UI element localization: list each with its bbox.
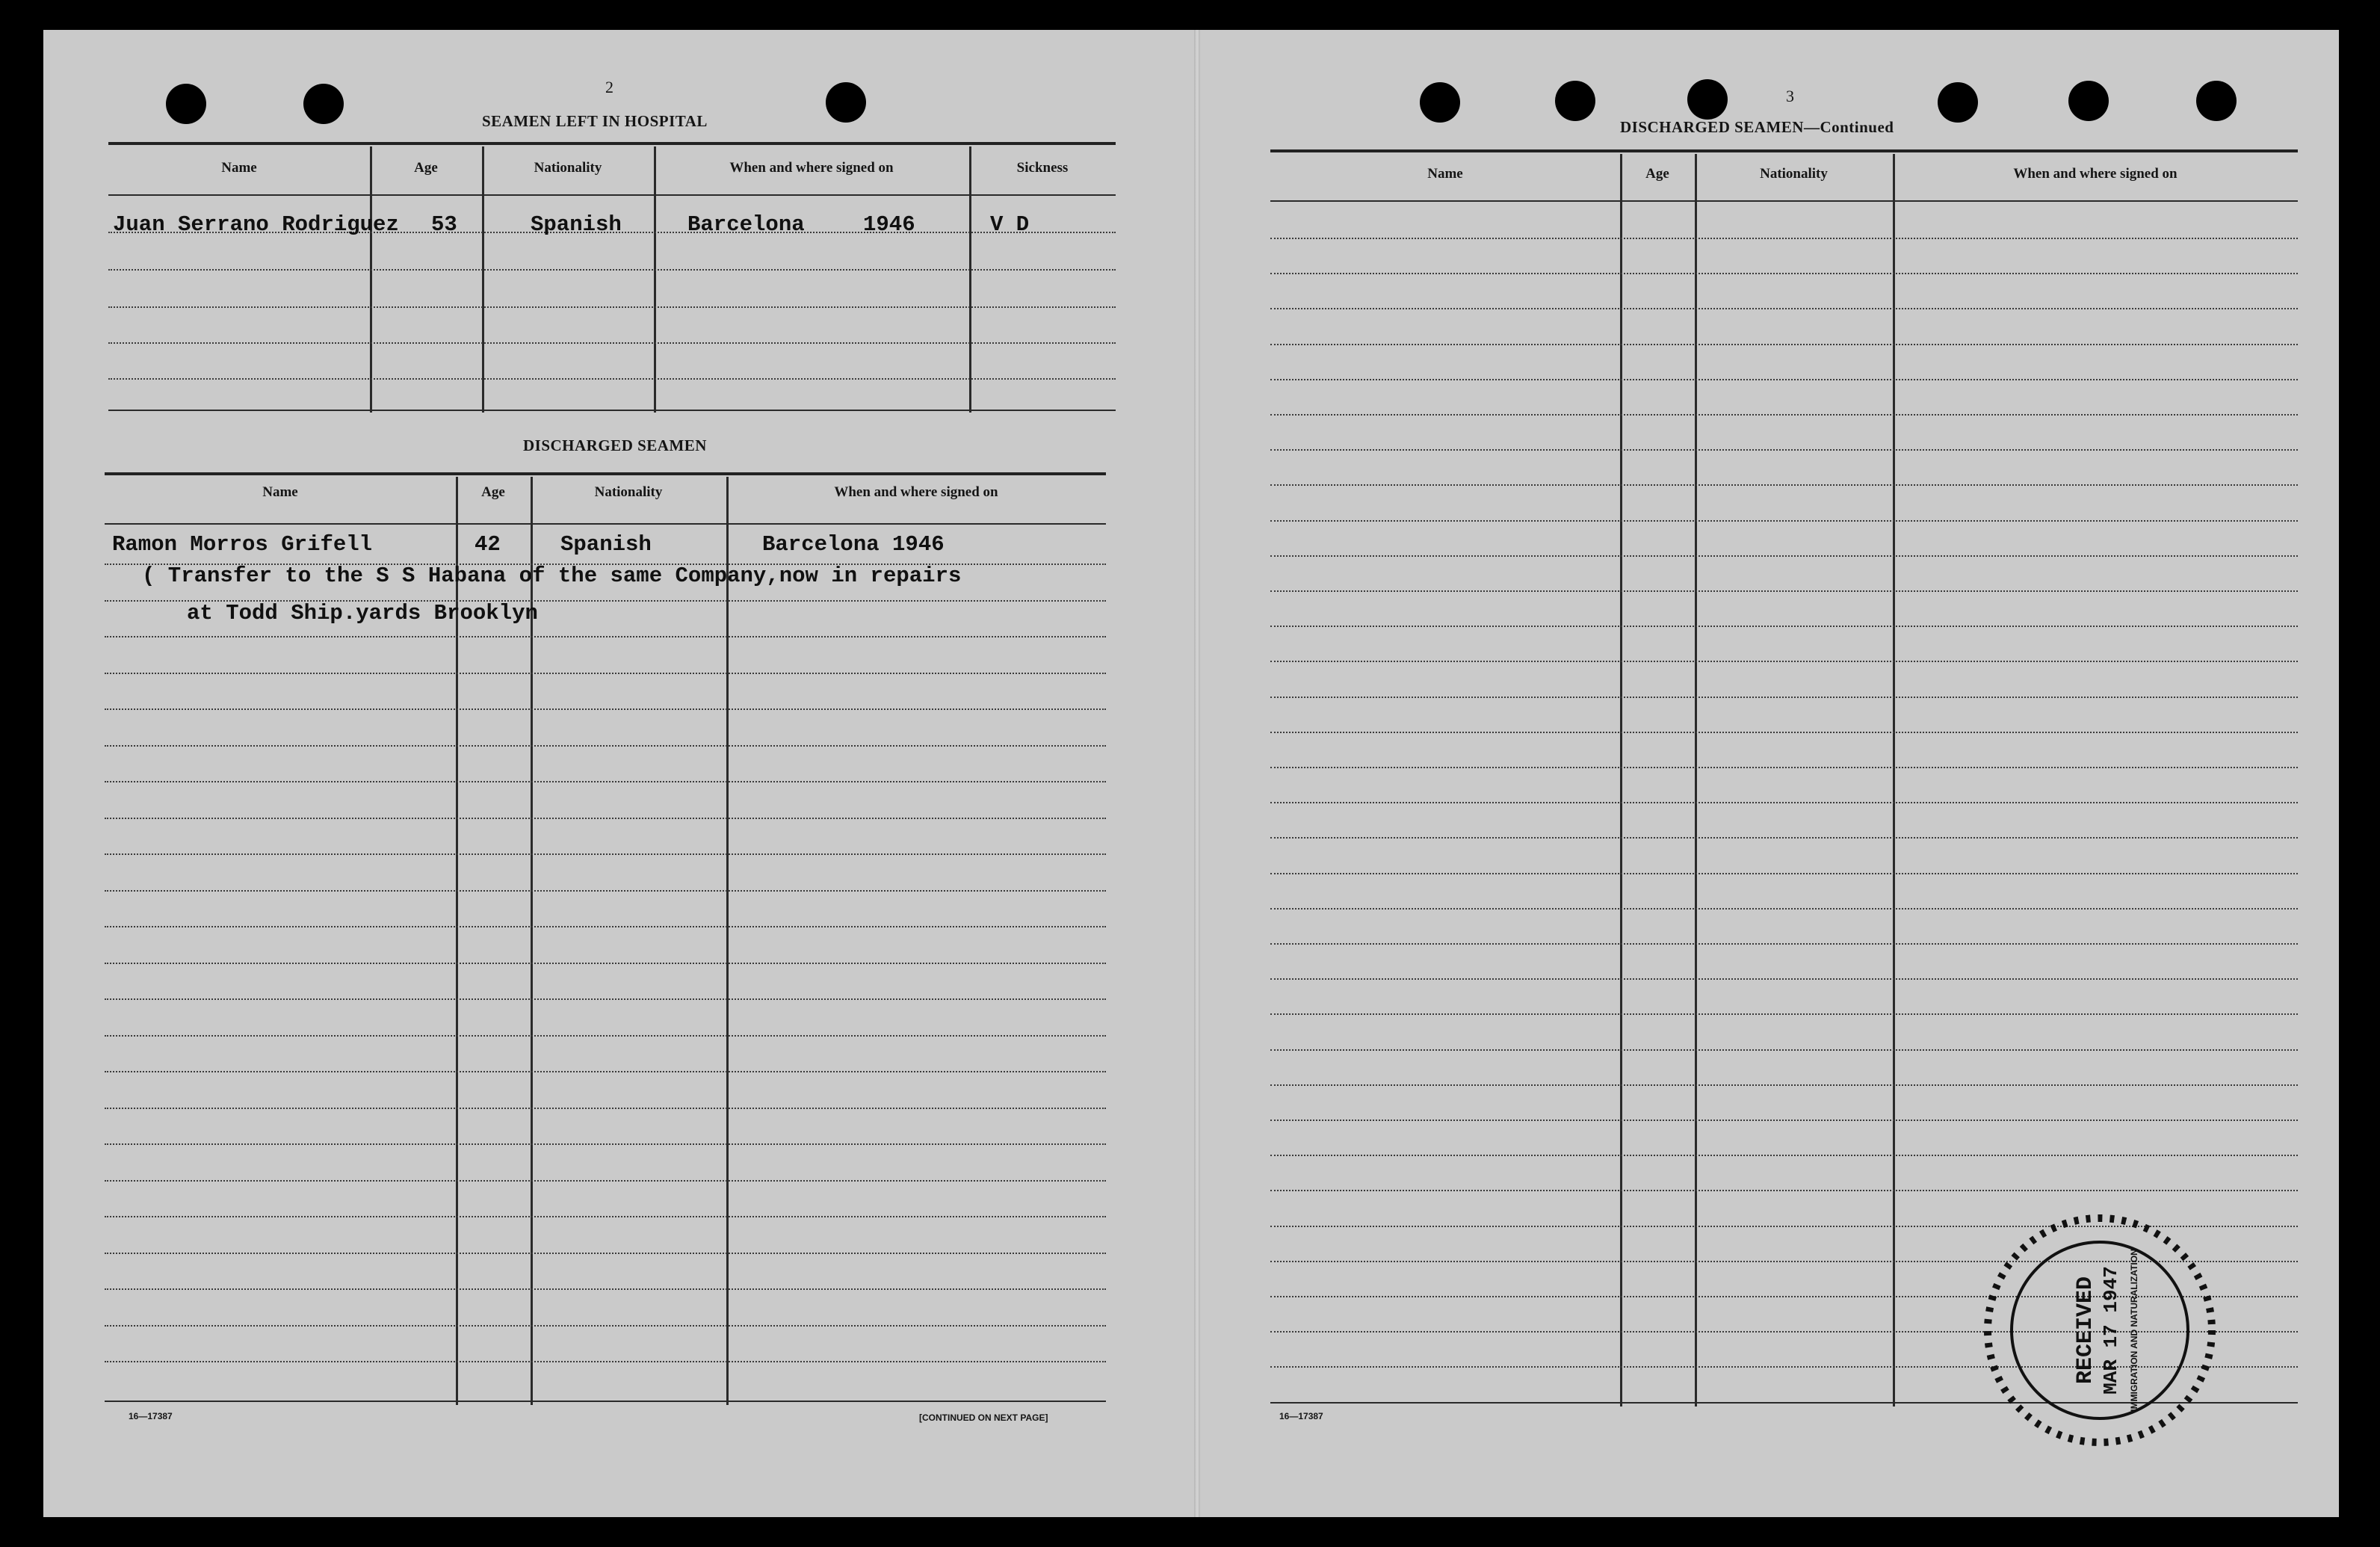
continued-note: [CONTINUED ON NEXT PAGE] [919,1412,1048,1423]
ruled-line [105,708,1106,710]
punch-hole [0,81,34,126]
ruled-line [105,1108,1106,1109]
ruled-line [105,563,1106,565]
title-text: DISCHARGED SEAMEN [1620,118,1804,136]
column-header: Nationality [534,160,602,176]
received-stamp [1965,1196,2234,1465]
ruled-line [105,1361,1106,1362]
ruled-line [1270,802,2298,803]
ruled-line [1270,626,2298,627]
ruled-line [105,600,1106,602]
punch-hole [1420,82,1460,123]
ruled-line [1270,484,2298,486]
form-number: 16—17387 [129,1411,173,1421]
column-header: When and where signed on [834,484,998,500]
discharged-transfer-note: at Todd Ship.yards Brooklyn [187,601,538,626]
title-suffix: —Continued [1803,118,1894,136]
page-number: 3 [1786,87,1794,105]
hospital-table [108,142,1116,413]
column-header: When and where signed on [729,160,894,176]
discharged-entry-age: 42 [475,532,501,557]
center-fold [1194,30,1200,1517]
punch-hole [1938,82,1978,123]
ruled-line [1270,697,2298,698]
page-number: 2 [605,78,613,96]
column-header: Age [481,484,505,500]
punch-hole [2196,81,2237,121]
ruled-line [105,890,1106,892]
discharged-table [105,472,1106,1405]
ruled-line [105,1180,1106,1182]
ruled-line [1270,414,2298,416]
hospital-entry-place: Barcelona [687,212,805,237]
stamp-received-text: RECEIVED [2073,1276,2098,1385]
ruled-line [105,1071,1106,1072]
ruled-line [105,1035,1106,1037]
punch-hole [1687,79,1728,120]
discharged-entry-signed-on: Barcelona 1946 [762,532,945,557]
ruled-line [105,636,1106,637]
ruled-line [1270,661,2298,662]
ruled-line [1270,908,2298,910]
ruled-line [1270,344,2298,345]
ruled-line [1270,837,2298,839]
punch-hole [826,82,866,123]
column-header: Sickness [1016,160,1069,176]
column-header: Age [414,160,438,176]
ruled-line [1270,732,2298,733]
column-header: Name [221,160,257,176]
hospital-entry-age: 53 [431,212,457,237]
discharged-section-title: DISCHARGED SEAMEN [523,436,707,454]
column-header: Name [262,484,298,500]
ruled-line [1270,308,2298,309]
column-header: Nationality [594,484,663,500]
ruled-line [105,818,1106,819]
ruled-line [1270,520,2298,522]
ruled-line [105,1143,1106,1145]
discharged-continued-title [1620,118,1894,137]
stamp-date: MAR 17 1947 [2100,1266,2122,1395]
ruled-line [1270,978,2298,980]
column-header: Name [1427,166,1463,182]
punch-hole [166,84,206,124]
stamp-agency: IMMIGRATION AND NATURALIZATION [2129,1249,2139,1412]
ruled-line [105,1288,1106,1290]
hospital-entry-nationality: Spanish [531,212,622,237]
punch-hole [1555,81,1595,121]
discharged-transfer-note: ( Transfer to the S S Habana of the same Company,now in repairs [142,563,962,588]
ruled-line [1270,273,2298,274]
ruled-line [105,998,1106,1000]
ruled-line [1270,590,2298,592]
ruled-line [105,926,1106,927]
column-header: When and where signed on [2013,166,2177,182]
ruled-line [1270,1155,2298,1156]
column-header: Nationality [1760,166,1828,182]
ruled-line [105,673,1106,674]
hospital-entry-sickness: V D [990,212,1030,237]
form-number: 16—17387 [1279,1411,1323,1421]
ruled-line [105,963,1106,964]
ruled-line [1270,873,2298,874]
ruled-line [1270,379,2298,380]
ruled-line [1270,1013,2298,1015]
ruled-line [105,1216,1106,1217]
discharged-entry-nationality: Spanish [560,532,652,557]
ruled-line [1270,555,2298,557]
ruled-line [1270,767,2298,768]
punch-hole [303,84,344,124]
ruled-line [105,1253,1106,1254]
discharged-entry-name: Ramon Morros Grifell [112,532,373,557]
ruled-line [1270,1120,2298,1121]
ruled-line [105,745,1106,747]
ruled-line [1270,1190,2298,1191]
hospital-section-title: SEAMEN LEFT IN HOSPITAL [482,112,708,130]
ruled-line [105,853,1106,855]
hospital-entry-year: 1946 [863,212,915,237]
ruled-line [105,1325,1106,1327]
ruled-line [1270,943,2298,945]
hospital-entry-name: Juan Serrano Rodriguez [113,212,399,237]
ruled-line [1270,449,2298,451]
ruled-line [1270,1049,2298,1051]
ruled-line [1270,238,2298,239]
ruled-line [105,781,1106,782]
column-header: Age [1645,166,1669,182]
punch-hole [2068,81,2109,121]
ruled-line [1270,1084,2298,1086]
